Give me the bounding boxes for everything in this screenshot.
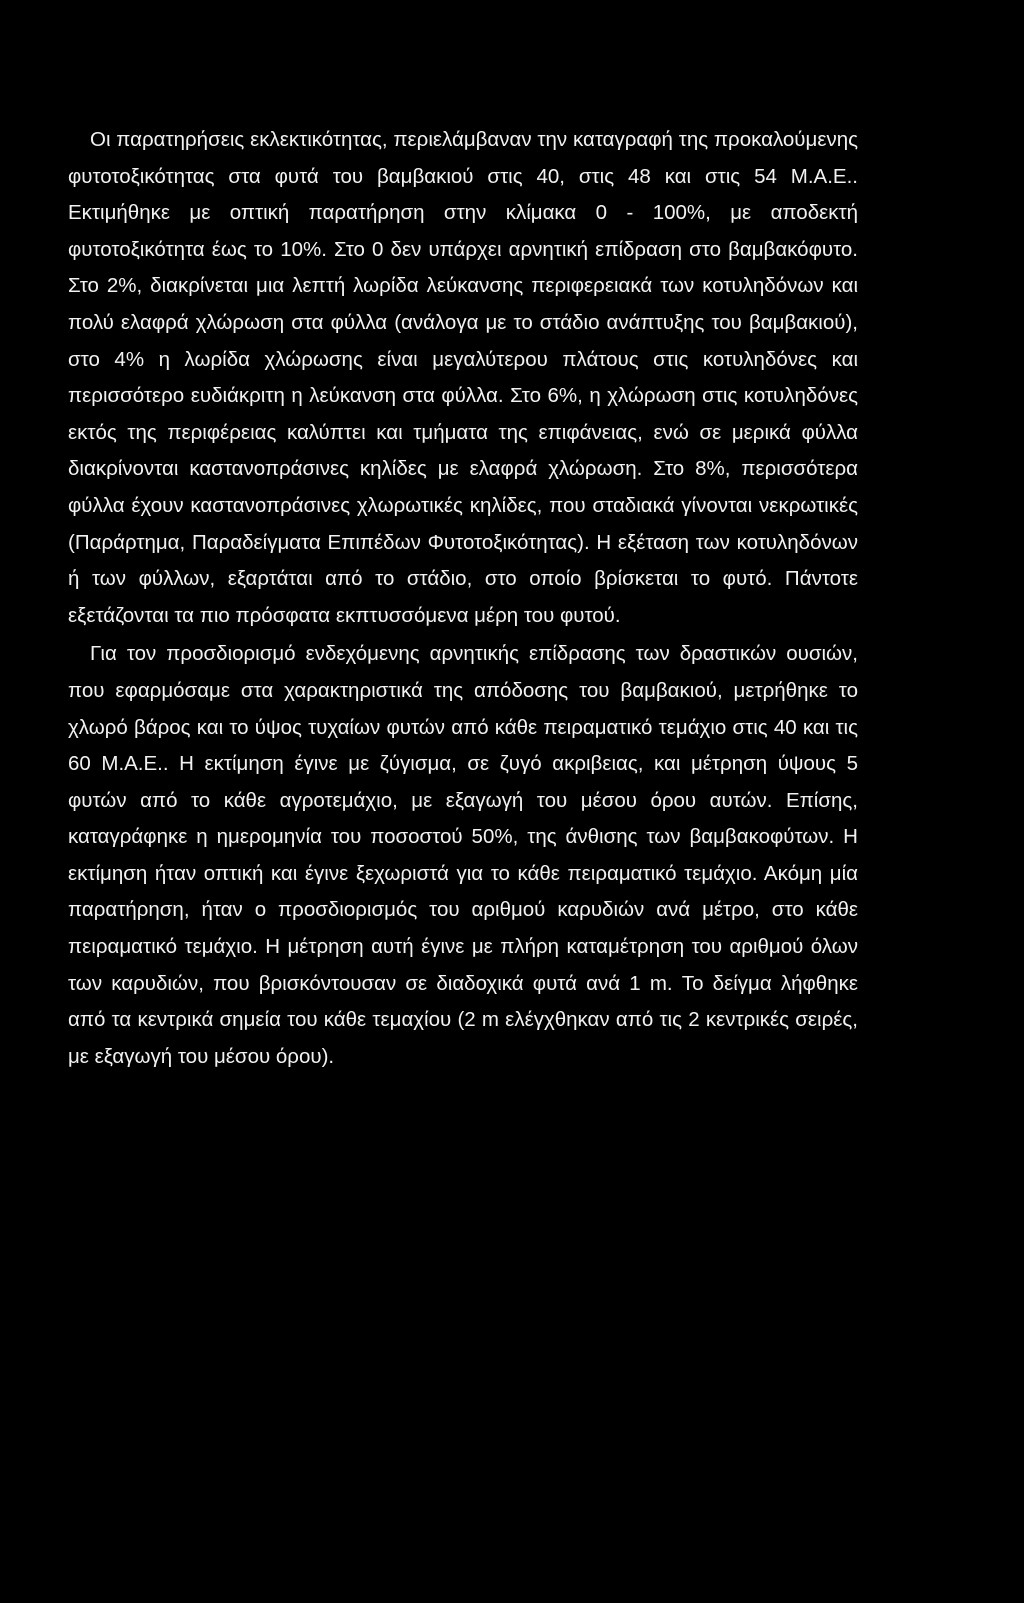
paragraph-text: Για τον προσδιορισμό ενδεχόμενης αρνητικής επίδρασης των δραστικών ουσιών, που εφαρμόσαμε στα χαρακτηριστικά της απόδοσης του βαμβακιού, μετρήθηκε το χλωρό βάρος και το ύψος τυχαίων φυτών από κάθε πειραματικό τεμάχιο στις 40 και τις 60 Μ.Α.Ε.. Η εκτίμηση έγινε με ζύγισμα, σε ζυγό ακριβειας, και μέτρηση ύψους 5 φυτών από το κάθε αγροτεμάχιο, με εξαγωγή του μέσου όρου αυτών. Επίσης, καταγράφηκε η ημερομηνία του ποσοστού 50%, της άνθισης των βαμβακοφύτων. Η εκτίμηση ήταν οπτική και έγινε ξεχωριστά για το κάθε πειραματικό τεμάχιο. Ακόμη μία παρατήρηση, ήταν ο προσδιορισμός του αριθμού καρυδιών ανά μέτρο, στο κάθε πειραματικό τεμάχιο. Η μέτρηση αυτή έγινε με πλήρη καταμέτρηση του αριθμού όλων των καρυδιών, που βρισκόντουσαν σε διαδοχικά φυτά ανά 1 m. Το δείγμα λήφθηκε από τα κεντρικά σημεία του κάθε τεμαχίου (2 m ελέγχθηκαν από τις 2 κεντρικές σειρές, με εξαγωγή του μέσου όρου). — [68, 642, 858, 1068]
paragraph-phytotoxicity — [68, 122, 858, 634]
paragraph-yield-measurements — [68, 636, 858, 1075]
paragraph-text: Οι παρατηρήσεις εκλεκτικότητας, περιελάμβαναν την καταγραφή της προκαλούμενης φυτοτοξικότητας στα φυτά του βαμβακιού στις 40, στις 48 και στις 54 Μ.Α.Ε.. Εκτιμήθηκε με οπτική παρατήρηση στην κλίμακα 0 - 100%, με αποδεκτή φυτοτοξικότητα έως το 10%. Στο 0 δεν υπάρχει αρνητική επίδραση στο βαμβακόφυτο. Στο 2%, διακρίνεται μια λεπτή λωρίδα λεύκανσης περιφερειακά των κοτυληδόνων και πολύ ελαφρά χλώρωση στα φύλλα (ανάλογα με το στάδιο ανάπτυξης του βαμβακιού), στο 4% η λωρίδα χλώρωσης είναι μεγαλύτερου πλάτους στις κοτυληδόνες και περισσότερο ευδιάκριτη η λεύκανση στα φύλλα. Στο 6%, η χλώρωση στις κοτυληδόνες εκτός της περιφέρειας καλύπτει και τμήματα της επιφάνειας, ενώ σε μερικά φύλλα διακρίνονται καστανοπράσινες κηλίδες με ελαφρά χλώρωση. Στο 8%, περισσότερα φύλλα έχουν καστανοπράσινες χλωρωτικές κηλίδες, που σταδιακά γίνονται νεκρωτικές (Παράρτημα, Παραδείγματα Επιπέδων Φυτοτοξικότητας). Η εξέταση των κοτυληδόνων ή των φύλλων, εξαρτάται από το στάδιο, στο οποίο βρίσκεται το φυτό. Πάντοτε εξετάζονται τα πιο πρόσφατα εκπτυσσόμενα μέρη του φυτού. — [68, 128, 858, 627]
document-body — [68, 122, 858, 1075]
